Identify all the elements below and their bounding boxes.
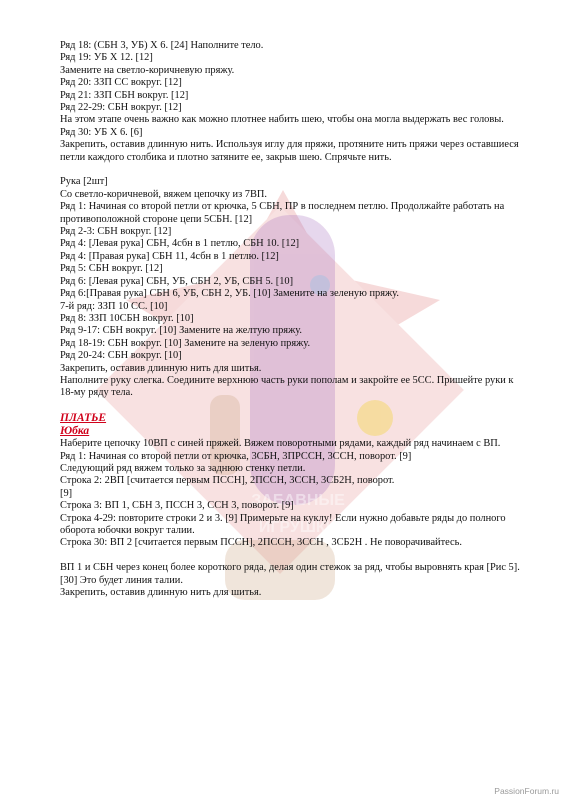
closing-line: Закрепить, оставив длинную нить для шитья. <box>60 587 262 599</box>
doll-line: Ряд 30: УБ Х 6. [6] <box>60 126 143 138</box>
doll-line: Ряд 19: УБ Х 12. [12] <box>60 52 153 64</box>
doll-line: Ряд 20: ЗЗП СС вокруг. [12] <box>60 77 182 89</box>
arm-line: Ряд 4: [Левая рука] СБН, 4сбн в 1 петлю, СБН 10. [12] <box>60 238 300 250</box>
doll-line: На этом этапе очень важно как можно плотнее набить шею, чтобы она могла выдержать вес головы. <box>60 114 504 126</box>
skirt-line: Наберите цепочку 10ВП с синей пряжей. Вяжем поворотными рядами, каждый ряд начинаем с ВП. <box>60 438 501 450</box>
skirt-line: [9] <box>60 487 73 499</box>
doll-line: Ряд 22-29: СБН вокруг. [12] <box>60 102 182 114</box>
skirt-heading: Юбка <box>60 425 90 438</box>
skirt-line: Строка 30: ВП 2 [считается первым ПССН], 2ПССН, 3ССН , 3СБ2Н . Не поворачивайтесь. <box>60 537 462 549</box>
watermark-text-line-1: ЗАБАВНЫЕ <box>251 492 345 509</box>
arm-line: Ряд 4: [Правая рука] СБН 11, 4сбн в 1 петлю. [12] <box>60 250 279 262</box>
arm-line: Ряд 8: ЗЗП 10СБН вокруг. [10] <box>60 312 194 324</box>
arm-line: Рука [2шт] <box>60 176 108 188</box>
arm-line: Наполните руку слегка. Соедините верхнюю часть руки пополам и закройте ее 5СС. Пришейте руки к 18-му ряду тела. <box>60 374 514 399</box>
arm-line: Ряд 6:[Правая рука] СБН 6, УБ, СБН 2, УБ. [10] Замените на зеленую пряжу. <box>60 288 399 300</box>
skirt-line: Строка 4-29: повторите строки 2 и 3. [9] Примерьте на куклу! Если нужно добавьте ряды до полного оборота юбочки вокруг талии. <box>60 512 506 536</box>
dress-heading: ПЛАТЬЕ <box>60 412 107 425</box>
instruction-document <box>60 40 520 599</box>
arm-line: Закрепить, оставив длинную нить для шитья. <box>60 362 262 374</box>
arm-line: Со светло-коричневой, вяжем цепочку из 7ВП. <box>60 188 268 200</box>
doll-line: Ряд 21: ЗЗП СБН вокруг. [12] <box>60 89 189 101</box>
watermark-text-line-2: ИГРУШКИ <box>258 519 338 536</box>
skirt-line: Строка 2: 2ВП [считается первым ПССН], 2ПССН, 3ССН, 3СБ2Н, поворот. <box>60 475 395 487</box>
arm-line: Ряд 5: СБН вокруг. [12] <box>60 263 163 275</box>
skirt-line: Строка 3: ВП 1, СБН 3, ПССН 3, ССН 3, поворот. [9] <box>60 500 294 512</box>
skirt-line: Ряд 1: Начиная со второй петли от крючка, 3СБН, 3ПРССН, 3ССН, поворот. [9] <box>60 450 412 462</box>
doll-line: Закрепить, оставив длинную нить. Используя иглу для пряжи, протяните нить пряжи через оставшиеся петли каждого столбика и плотно затяните ее, закрыв шею. Спрячьте нить. <box>60 139 519 163</box>
arm-line: Ряд 20-24: СБН вокруг. [10] <box>60 350 182 362</box>
arm-line: Ряд 9-17: СБН вокруг. [10] Замените на желтую пряжу. <box>60 325 303 337</box>
doll-line: Замените на светло-коричневую пряжу. <box>60 64 235 76</box>
skirt-line: Следующий ряд вяжем только за заднюю стенку петли. <box>60 462 306 474</box>
closing-line: ВП 1 и СБН через конец более короткого ряда, делая один стежок за ряд, чтобы выровнять края [Рис 5]. [30] Это будет линия талии. <box>60 562 520 586</box>
arm-line: Ряд 6: [Левая рука] СБН, УБ, СБН 2, УБ, СБН 5. [10] <box>60 275 294 287</box>
arm-line: 7-й ряд: ЗЗП 10 СС. [10] <box>60 300 168 312</box>
site-watermark-footer: PassionForum.ru <box>494 786 559 796</box>
arm-line: Ряд 1: Начиная со второй петли от крючка, 5 СБН, ПР в последнем петлю. Продолжайте работать на противоположной стороне цепи 5СБН. [12] <box>60 201 505 225</box>
arm-line: Ряд 18-19: СБН вокруг. [10] Замените на зеленую пряжу. <box>60 337 311 349</box>
arm-line: Ряд 2-3: СБН вокруг. [12] <box>60 226 172 238</box>
doll-line: Ряд 18: (СБН 3, УБ) Х 6. [24] Наполните тело. <box>60 40 264 51</box>
